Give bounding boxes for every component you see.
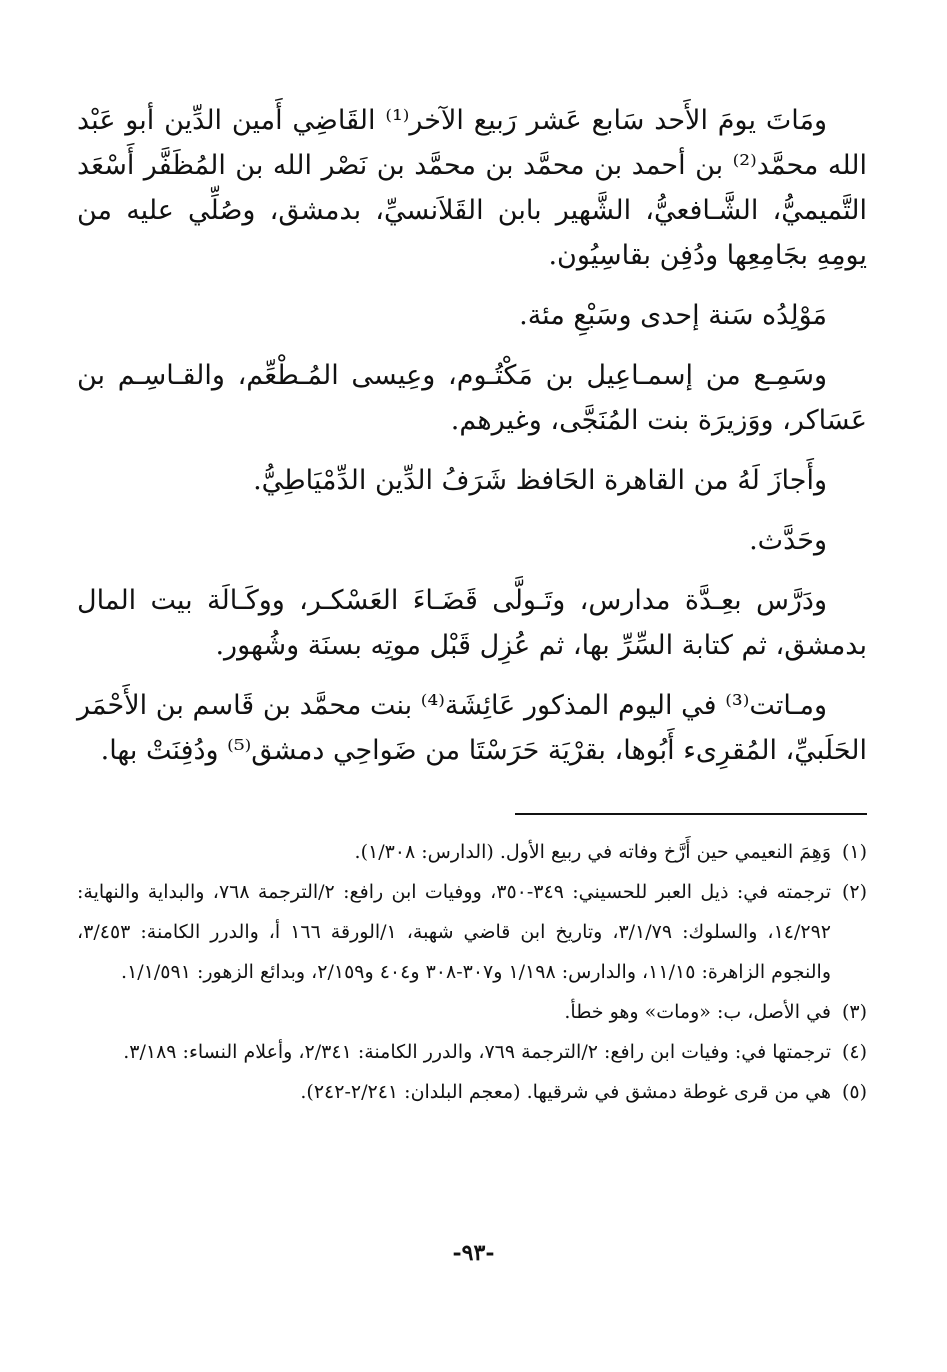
footnote-number: (٤) xyxy=(841,1041,867,1063)
paragraph-death-qadi: ومَاتَ يومَ الأَحد سَابع عَشر رَبيع الآخر⁽¹⁾ القَاضِي أَمين الدِّين أبو عَبْد الله محمَّد⁽²⁾ بن أحمد بن محمَّد بن محمَّد بن نَصْر الله بن المُظَفَّر أَسْعَد التَّميميُّ، الشَّـافعيُّ، الشَّهير بابن القَلاَنسيِّ، بدمشق، وصُلِّي عليه من يومِهِ بجَامِعِها ودُفِن بقاسِيُون. xyxy=(77,105,867,271)
main-text xyxy=(77,98,867,773)
footnote-text: هي من قرى غوطة دمشق في شرقيها. (معجم البلدان: ٢/٢٤١-٢٤٢). xyxy=(300,1081,831,1103)
footnote-number: (١) xyxy=(841,841,867,863)
footnote xyxy=(77,992,867,1032)
footnotes xyxy=(77,832,867,1112)
paragraph-death-aisha: ومـاتت⁽³⁾ في اليوم المذكور عَائِشَة⁽⁴⁾ بنت محمَّد بن قَاسم بن الأَحْمَر الحَلَبيِّ، المُقرِىء أَبُوها، بقرْيَة حَرَسْتَا من ضَواحِي دمشق⁽⁵⁾ ودُفِنَتْ بها. xyxy=(77,690,867,766)
footnote-text: ترجمته في: ذيل العبر للحسيني: ٣٤٩-٣٥٠، ووفيات ابن رافع: ٢/الترجمة ٧٦٨، والبداية والنهاية: ١٤/٢٩٢، والسلوك: ٣/١/٧٩، وتاريخ ابن قاضي شهبة، ١/الورقة ١٦٦ أ، والدرر الكامنة: ٣/٤٥٣، والنجوم الزاهرة: ١١/١٥، والدارس: ١/١٩٨ و٣٠٧-٣٠٨ و٤٠٤ و٢/١٥٩، وبدائع الزهور: ١/١/٥٩١. xyxy=(77,881,831,983)
paragraph-positions: ودَرَّس بعِـدَّة مدارس، وتَـولَّى قَضَـاءَ العَسْكـر، ووكَـالَة بيت المال بدمشق، ثم كتابة السِّرِّ بها، ثم عُزِل قَبْل موتِه بسنَة وشُهور. xyxy=(77,585,867,661)
paragraph-birth: مَوْلِدُه سَنة إحدى وسَبْعِ مئة. xyxy=(519,300,827,331)
footnote-text: وَهِمَ النعيمي حين أَرَّخ وفاته في ربيع الأول. (الدارس: ١/٣٠٨). xyxy=(354,841,831,863)
footnote xyxy=(77,832,867,872)
page-number: -٩٣- xyxy=(452,1240,495,1266)
footnote-text: في الأصل، ب: «ومات» وهو خطأ. xyxy=(564,1001,831,1023)
paragraph-ijaza: وأَجازَ لَهُ من القاهرة الحَافظ شَرَفُ الدِّين الدِّمْيَاطِيُّ. xyxy=(253,465,827,496)
footnote xyxy=(77,1072,867,1112)
footnote-separator xyxy=(515,813,867,815)
footnote-number: (٥) xyxy=(841,1081,867,1103)
footnote-number: (٣) xyxy=(841,1001,867,1023)
footnote xyxy=(77,1032,867,1072)
paragraph-narrated: وحَدَّث. xyxy=(749,525,827,556)
footnote-number: (٢) xyxy=(841,881,867,903)
footnote xyxy=(77,872,867,992)
footnote-text: ترجمتها في: وفيات ابن رافع: ٢/الترجمة ٧٦٩، والدرر الكامنة: ٢/٣٤١، وأعلام النساء: ٣/١٨٩. xyxy=(123,1041,831,1063)
paragraph-teachers: وسَمِـع من إسمـاعِيل بن مَكْتُـوم، وعِيسى المُـطْعِّم، والقـاسِـم بن عَسَاكر، ووَزيرَة بنت المُنَجَّى، وغيرهم. xyxy=(77,360,867,436)
